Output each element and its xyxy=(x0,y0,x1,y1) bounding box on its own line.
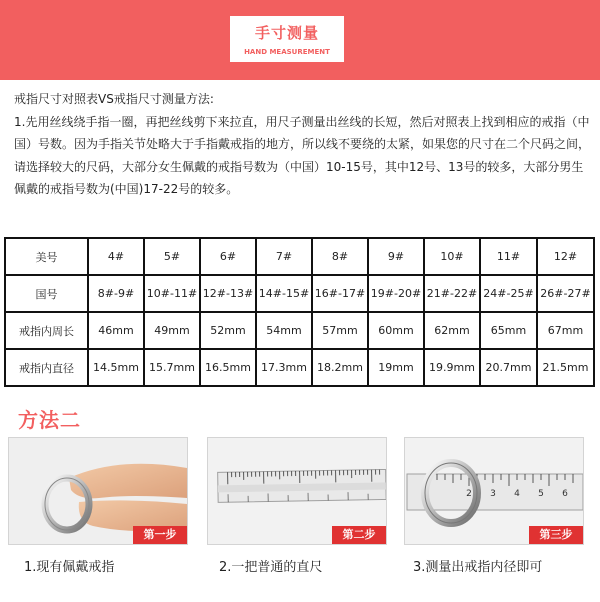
table-cell: 12#-13# xyxy=(200,275,256,312)
step-2-badge: 第二步 xyxy=(332,526,386,544)
ruler-number-5: 5 xyxy=(538,489,544,499)
header-subtitle: HAND MEASUREMENT xyxy=(244,48,330,56)
table-cell: 14#-15# xyxy=(256,275,312,312)
table-cell: 57mm xyxy=(312,312,368,349)
step-1-image xyxy=(8,437,188,545)
table-cell: 4# xyxy=(88,238,144,275)
ring-size-table xyxy=(4,237,595,387)
row-label: 戒指内周长 xyxy=(5,312,88,349)
step-3-badge: 第三步 xyxy=(529,526,583,544)
step-2-image xyxy=(207,437,387,545)
step-1-caption: 1.现有佩戴戒指 xyxy=(24,560,115,575)
table-cell: 62mm xyxy=(424,312,480,349)
table-cell: 67mm xyxy=(537,312,594,349)
table-cell: 7# xyxy=(256,238,312,275)
intro-text xyxy=(14,88,590,201)
table-cell: 16#-17# xyxy=(312,275,368,312)
step-2-caption: 2.一把普通的直尺 xyxy=(219,560,323,575)
table-cell: 21#-22# xyxy=(424,275,480,312)
table-cell: 19#-20# xyxy=(368,275,424,312)
method-title: 方法二 xyxy=(18,408,81,432)
intro-heading: 戒指尺寸对照表VS戒指尺寸测量方法: xyxy=(14,92,214,106)
ruler-number-6: 6 xyxy=(562,489,568,499)
intro-body: 1.先用丝线绕手指一圈，再把丝线剪下来拉直，用尺子测量出丝线的长短，然后对照表上找到相应的戒指（中国）号数。因为手指关节处略大于手指戴戒指的地方，所以线不要绕的太紧，如果您的尺寸在二个尺码之间，请选择较大的尺码，大部分女生佩戴的戒指号数为（中国）10-15号，其中12号、13号的较多，大部分男生佩戴的戒指号数为(中国)17-22号的较多。 xyxy=(14,114,591,196)
table-cell: 8#-9# xyxy=(88,275,144,312)
table-row xyxy=(5,349,594,386)
ruler-number-2: 2 xyxy=(466,489,472,499)
table-cell: 26#-27# xyxy=(537,275,594,312)
table-cell: 19.9mm xyxy=(424,349,480,386)
table-cell: 19mm xyxy=(368,349,424,386)
table-cell: 46mm xyxy=(88,312,144,349)
step-3-image xyxy=(404,437,584,545)
table-cell: 20.7mm xyxy=(480,349,537,386)
table-cell: 15.7mm xyxy=(144,349,200,386)
table-cell: 12# xyxy=(537,238,594,275)
ruler-number-3: 3 xyxy=(490,489,496,499)
table-cell: 10#-11# xyxy=(144,275,200,312)
table-cell: 9# xyxy=(368,238,424,275)
header-title-box xyxy=(228,14,346,64)
row-label: 戒指内直径 xyxy=(5,349,88,386)
row-label: 美号 xyxy=(5,238,88,275)
table-cell: 17.3mm xyxy=(256,349,312,386)
table-cell: 52mm xyxy=(200,312,256,349)
ruler-number-4: 4 xyxy=(514,489,520,499)
step-1-badge: 第一步 xyxy=(133,526,187,544)
header-title: 手寸测量 xyxy=(254,24,319,42)
table-cell: 10# xyxy=(424,238,480,275)
table-cell: 49mm xyxy=(144,312,200,349)
table-cell: 6# xyxy=(200,238,256,275)
table-cell: 11# xyxy=(480,238,537,275)
table-cell: 18.2mm xyxy=(312,349,368,386)
row-label: 国号 xyxy=(5,275,88,312)
table-cell: 16.5mm xyxy=(200,349,256,386)
table-cell: 21.5mm xyxy=(537,349,594,386)
header-banner xyxy=(0,0,600,80)
table-cell: 54mm xyxy=(256,312,312,349)
table-cell: 65mm xyxy=(480,312,537,349)
table-row xyxy=(5,275,594,312)
table-cell: 60mm xyxy=(368,312,424,349)
step-3-caption: 3.测量出戒指内径即可 xyxy=(413,560,543,575)
table-cell: 24#-25# xyxy=(480,275,537,312)
table-cell: 8# xyxy=(312,238,368,275)
table-row xyxy=(5,312,594,349)
table-cell: 5# xyxy=(144,238,200,275)
table-row xyxy=(5,238,594,275)
table-cell: 14.5mm xyxy=(88,349,144,386)
